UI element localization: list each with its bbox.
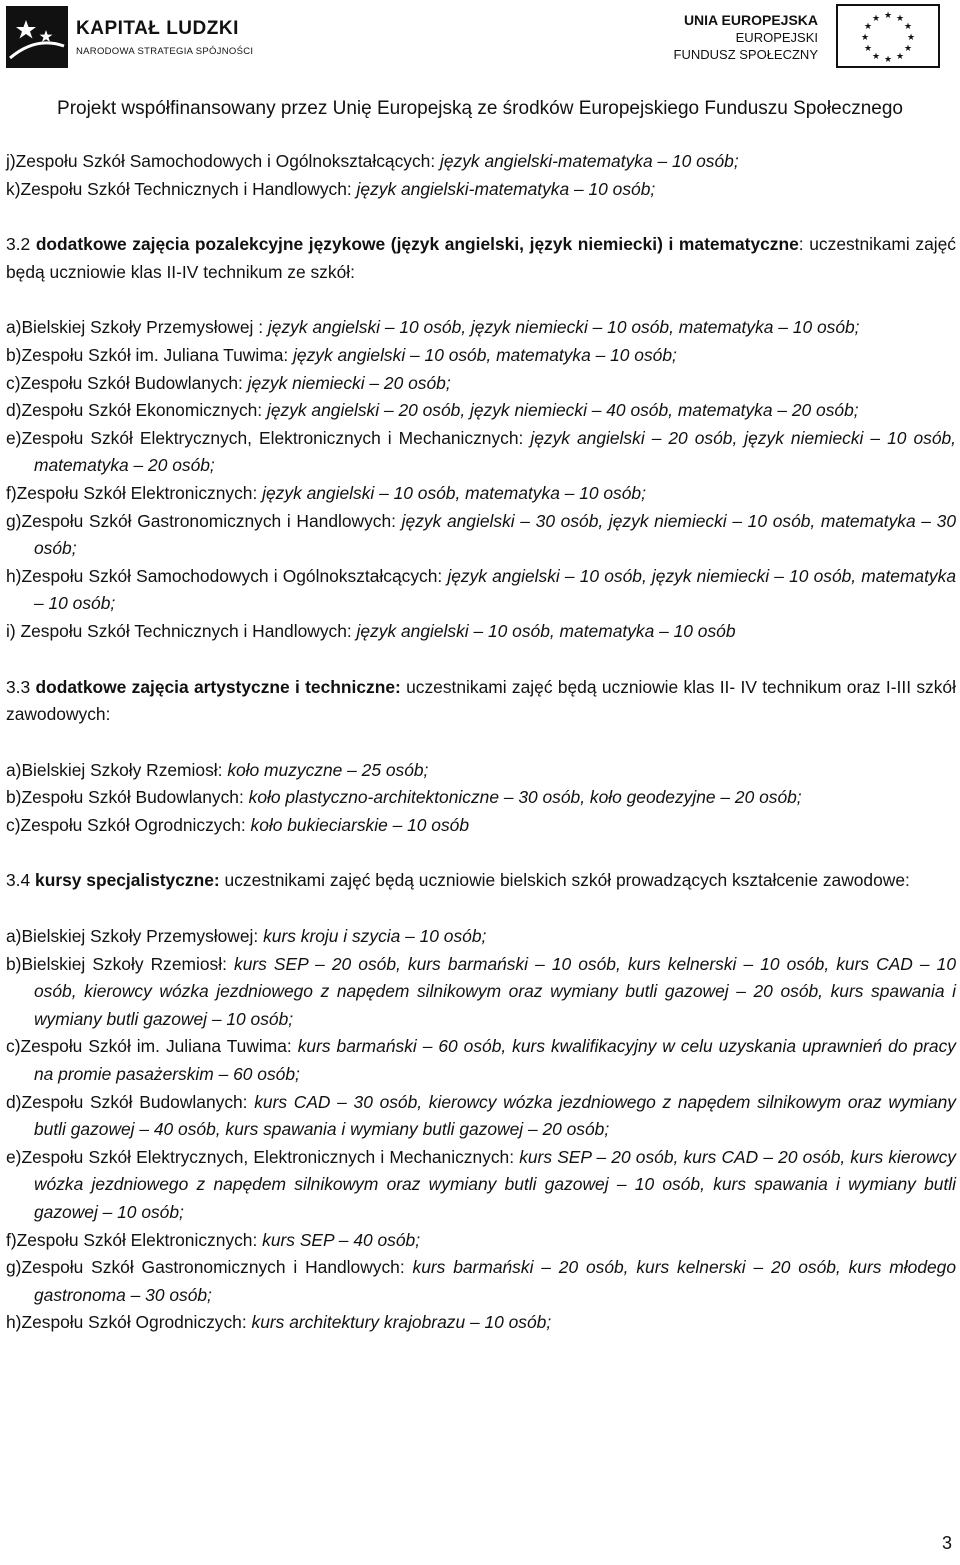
list-item [6, 923, 956, 951]
list-item-details: kurs SEP – 20 osób, kurs barmański – 10 osób, kurs kelnerski – 10 osób, kurs CAD – 10 osób, kierowcy wózka jezdniowego z napędem silnikowym oraz wymiany butli gazowej – 20 osób, kurs spawania i wymiany butli gazowej – 10 osób; [34, 953, 956, 1029]
list-item-details: kurs SEP – 20 osób, kurs CAD – 20 osób, kurs kierowcy wózka jezdniowego z napędem silnikowym oraz wymiany butli gazowej – 10 osób, kurs spawania i wymiany butli gazowej – 10 osób; [34, 1146, 956, 1222]
svg-text:★: ★ [903, 22, 913, 32]
list-item-school: h)Zespołu Szkół Samochodowych i Ogólnokształcących: [6, 565, 448, 586]
list-item [6, 563, 956, 618]
list-item [6, 812, 956, 840]
list-item-details: koło muzyczne – 25 osób; [227, 759, 429, 780]
list-item-details: język angielski – 20 osób, język niemiecki – 40 osób, matematyka – 20 osób; [266, 400, 859, 421]
list-item [6, 397, 956, 425]
eu-logo-line3: FUNDUSZ SPOŁECZNY [673, 47, 818, 62]
document-body [6, 148, 956, 1337]
eu-logo-text [674, 12, 818, 63]
list-item-school: g)Zespołu Szkół Gastronomicznych i Handlowych: [6, 510, 402, 531]
svg-text:★: ★ [895, 14, 905, 24]
section-3-4-intro: uczestnikami zajęć będą uczniowie bielskich szkół prowadzących kształcenie zawodowe: [219, 870, 910, 891]
list-item [6, 425, 956, 480]
page-number: 3 [941, 1533, 952, 1553]
list-item [6, 342, 956, 370]
list-item-details: język angielski – 10 osób, język niemiecki – 10 osób, matematyka – 10 osób; [34, 565, 956, 614]
kapital-ludzki-subtitle: NARODOWA STRATEGIA SPÓJNOŚCI [76, 46, 254, 57]
list-item-details: koło plastyczno-architektoniczne – 30 osób, koło geodezyjne – 20 osób; [248, 787, 802, 808]
list-item-details: język angielski – 10 osób, matematyka – 10 osób; [262, 482, 646, 503]
list-item-school: d)Zespołu Szkół Ekonomicznych: [6, 400, 267, 421]
svg-text:★: ★ [906, 33, 916, 43]
project-cofinancing-note: Projekt współfinansowany przez Unię Europejską ze środków Europejskiego Funduszu Społecznego [57, 98, 903, 119]
list-item [6, 1033, 956, 1088]
list-item-school: g)Zespołu Szkół Gastronomicznych i Handlowych: [6, 1257, 413, 1278]
list-item [6, 784, 956, 812]
kapital-ludzki-logo [6, 6, 346, 66]
list-item-details: kurs CAD – 30 osób, kierowcy wózka jezdniowego z napędem silnikowym oraz wymiany butli gazowej – 40 osób, kurs spawania i wymiany butli gazowej – 20 osób; [34, 1091, 957, 1140]
section-3-3-heading [6, 674, 956, 729]
list-item-school: a)Bielskiej Szkoły Rzemiosł: [6, 759, 228, 780]
list-item [6, 951, 956, 1034]
list-item [6, 1309, 956, 1337]
list-item-details: kurs SEP – 40 osób; [262, 1229, 421, 1250]
svg-text:★: ★ [860, 33, 870, 43]
list-item [6, 1227, 956, 1255]
list-item-details: kurs kroju i szycia – 10 osób; [263, 926, 487, 947]
section-3-4-heading [6, 867, 956, 895]
list-item [6, 1254, 956, 1309]
list-item-details: kurs barmański – 60 osób, kurs kwalifikacyjny w celu uzyskania uprawnień do pracy na promie pasażerskim – 60 osób; [34, 1036, 956, 1085]
svg-text:★: ★ [871, 14, 881, 24]
section-3-4-number: 3.4 [6, 870, 31, 891]
eu-logo [650, 4, 940, 68]
page-header [0, 0, 960, 72]
list-item-school: e)Zespołu Szkół Elektrycznych, Elektronicznych i Mechanicznych: [6, 1146, 520, 1167]
list-item-school: a)Bielskiej Szkoły Przemysłowej: [6, 926, 264, 947]
list-item-details: język niemiecki – 20 osób; [247, 372, 451, 393]
eu-logo-line2: EUROPEJSKI [735, 30, 818, 45]
list-item-school: f)Zespołu Szkół Elektronicznych: [6, 1229, 263, 1250]
section-3-2-heading [6, 231, 956, 286]
list-item-details: język angielski-matematyka – 10 osób; [440, 151, 739, 171]
svg-text:★: ★ [883, 11, 893, 21]
list-item-school: b)Bielskiej Szkoły Rzemiosł: [6, 953, 235, 974]
kapital-ludzki-title: KAPITAŁ LUDZKI [76, 18, 239, 39]
list-item-school: d)Zespołu Szkół Budowlanych: [6, 1091, 255, 1112]
eu-flag-icon [836, 4, 940, 68]
svg-text:★: ★ [871, 52, 881, 62]
section-3-3-title: dodatkowe zajęcia artystyczne i techniczne: [35, 676, 401, 697]
list-item-school: c)Zespołu Szkół Budowlanych: [6, 372, 248, 393]
list-item [6, 757, 956, 785]
list-item-school: c)Zespołu Szkół Ogrodniczych: [6, 814, 251, 835]
section-3-4-title: kursy specjalistyczne: [35, 870, 220, 891]
list-item [6, 176, 956, 204]
list-item-school: b)Zespołu Szkół im. Juliana Tuwima: [6, 344, 294, 365]
svg-text:★: ★ [903, 44, 913, 54]
list-item-school: h)Zespołu Szkół Ogrodniczych: [6, 1312, 252, 1333]
section-3-3-intro: uczestnikami zajęć będą uczniowie klas II- IV technikum oraz I-III szkół zawodowych: [6, 676, 956, 725]
list-item-details: język angielski-matematyka – 10 osób; [356, 178, 656, 199]
list-item [6, 1144, 956, 1227]
list-item-school: c)Zespołu Szkół im. Juliana Tuwima: [6, 1036, 298, 1057]
list-item-school: a)Bielskiej Szkoły Przemysłowej : [6, 317, 268, 338]
list-item-details: język angielski – 10 osób, matematyka – 10 osób [356, 620, 736, 641]
list-item-school: k)Zespołu Szkół Technicznych i Handlowych: [6, 178, 357, 199]
list-item [6, 148, 956, 176]
svg-text:★: ★ [863, 22, 873, 32]
list-item-school: e)Zespołu Szkół Elektrycznych, Elektronicznych i Mechanicznych: [6, 427, 531, 448]
section-3-2-title: dodatkowe zajęcia pozalekcyjne językowe (język angielski, język niemiecki) i matematyczne [35, 234, 799, 255]
list-item-details: język angielski – 20 osób, język niemiecki – 10 osób, matematyka – 20 osób; [34, 427, 956, 476]
section-3-2-number: 3.2 [6, 234, 31, 255]
svg-text:★: ★ [883, 55, 893, 65]
list-item [6, 1089, 956, 1144]
list-item-school: j)Zespołu Szkół Samochodowych i Ogólnokształcących: [6, 151, 440, 171]
list-item [6, 618, 956, 646]
list-item [6, 370, 956, 398]
list-item-details: język angielski – 10 osób, język niemiecki – 10 osób, matematyka – 10 osób; [267, 317, 860, 338]
section-3-3-number: 3.3 [6, 676, 31, 697]
list-item-school: i) Zespołu Szkół Technicznych i Handlowych: [6, 620, 357, 641]
list-item [6, 314, 956, 342]
list-item-details: język angielski – 30 osób, język niemiecki – 10 osób, matematyka – 30 osób; [34, 510, 956, 559]
svg-text:★: ★ [863, 44, 873, 54]
kapital-ludzki-emblem-icon [6, 6, 68, 68]
list-item-school: f)Zespołu Szkół Elektronicznych: [6, 482, 263, 503]
section-3-2-intro: : uczestnikami zajęć będą uczniowie klas II-IV technikum ze szkół: [6, 234, 956, 282]
list-item [6, 480, 956, 508]
eu-logo-line1: UNIA EUROPEJSKA [683, 12, 818, 28]
list-item-details: kurs architektury krajobrazu – 10 osób; [251, 1312, 552, 1333]
list-item-details: kurs barmański – 20 osób, kurs kelnerski – 20 osób, kurs młodego gastronoma – 30 osób; [34, 1257, 957, 1305]
list-item-school: b)Zespołu Szkół Budowlanych: [6, 787, 249, 808]
list-item-details: język angielski – 10 osób, matematyka – 10 osób; [293, 344, 677, 365]
list-item [6, 508, 956, 563]
list-item-details: koło bukieciarskie – 10 osób [250, 814, 470, 835]
svg-text:★: ★ [895, 52, 905, 62]
